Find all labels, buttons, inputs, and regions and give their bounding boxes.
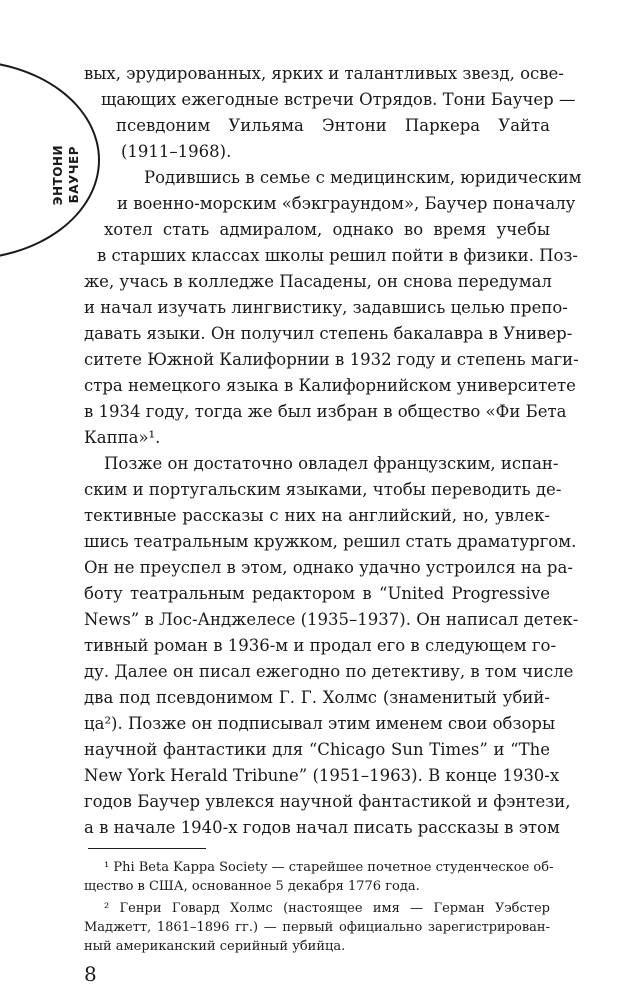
footnote-line: щество в США, основанное 5 декабря 1776 года.	[84, 879, 420, 894]
text-line: ситете Южной Калифорнии в 1932 году и степень маги-	[84, 350, 579, 369]
text-line: и военно-морским «бэкграундом», Баучер поначалу	[117, 194, 576, 213]
footnote-line: ² Генри Говард Холмс (настоящее имя — Герман Уэбстер	[104, 901, 550, 916]
text-line: годов Баучер увлекся научной фантастикой и фэнтези,	[84, 792, 571, 811]
text-line: а в начале 1940-х годов начал писать рассказы в этом	[84, 818, 560, 837]
footnote-divider	[88, 848, 206, 849]
text-line: Родившись в семье с медицинским, юридическим	[144, 168, 582, 187]
text-line: тивный роман в 1936-м и продал его в следующем го-	[84, 636, 557, 655]
page-number: 8	[84, 962, 97, 986]
footnote-line: ный американский серийный убийца.	[84, 939, 346, 954]
text-line: в 1934 году, тогда же был избран в общество «Фи Бета	[84, 402, 567, 421]
running-head	[44, 120, 88, 230]
text-line: щающих ежегодные встречи Отрядов. Тони Баучер —	[101, 90, 576, 109]
text-line: вых, эрудированных, ярких и талантливых звезд, осве-	[84, 64, 564, 83]
text-line: стра немецкого языка в Калифорнийском университете	[84, 376, 576, 395]
text-line: ца²). Позже он подписывал этим именем свои обзоры	[84, 714, 556, 733]
text-line: хотел стать адмиралом, однако во время учебы	[104, 220, 550, 239]
text-line: давать языки. Он получил степень бакалавра в Универ-	[84, 324, 573, 343]
text-line: два под псевдонимом Г. Г. Холмс (знаменитый убий-	[84, 688, 550, 707]
text-line: тективные рассказы с них на английский, но, увлек-	[84, 506, 550, 525]
running-head-last-name: БАУЧЕР	[67, 146, 81, 204]
footnote-line: ¹ Phi Beta Kappa Society — старейшее почетное студенческое об-	[104, 860, 554, 875]
text-line: New York Herald Tribune” (1951–1963). В конце 1930-х	[84, 766, 560, 785]
text-line: (1911–1968).	[121, 142, 232, 161]
text-line: Он не преуспел в этом, однако удачно устроился на ра-	[84, 558, 573, 577]
text-line: ду. Далее он писал ежегодно по детективу, в том числе	[84, 662, 574, 681]
text-line: научной фантастики для “Chicago Sun Times” и “The	[84, 740, 550, 759]
text-line: News” в Лос-Анджелесе (1935–1937). Он написал детек-	[84, 610, 579, 629]
text-line: шись театральным кружком, решил стать драматургом.	[84, 532, 577, 551]
text-line: Позже он достаточно овладел французским, испан-	[104, 454, 559, 473]
running-head-first-name: ЭНТОНИ	[51, 144, 65, 206]
text-line: ским и португальским языками, чтобы переводить де-	[84, 480, 562, 499]
text-line: Каппа»¹.	[84, 428, 161, 447]
text-line: в старших классах школы решил пойти в физики. Поз-	[97, 246, 578, 265]
text-line: псевдоним Уильяма Энтони Паркера Уайта	[116, 116, 550, 135]
text-line: и начал изучать лингвистику, задавшись целью препо-	[84, 298, 568, 317]
text-line: же, учась в колледже Пасадены, он снова передумал	[84, 272, 552, 291]
footnote-line: Маджетт, 1861–1896 гг.) — первый официально зарегистрирован-	[84, 920, 550, 935]
text-line: боту театральным редактором в “United Progressive	[84, 584, 550, 603]
